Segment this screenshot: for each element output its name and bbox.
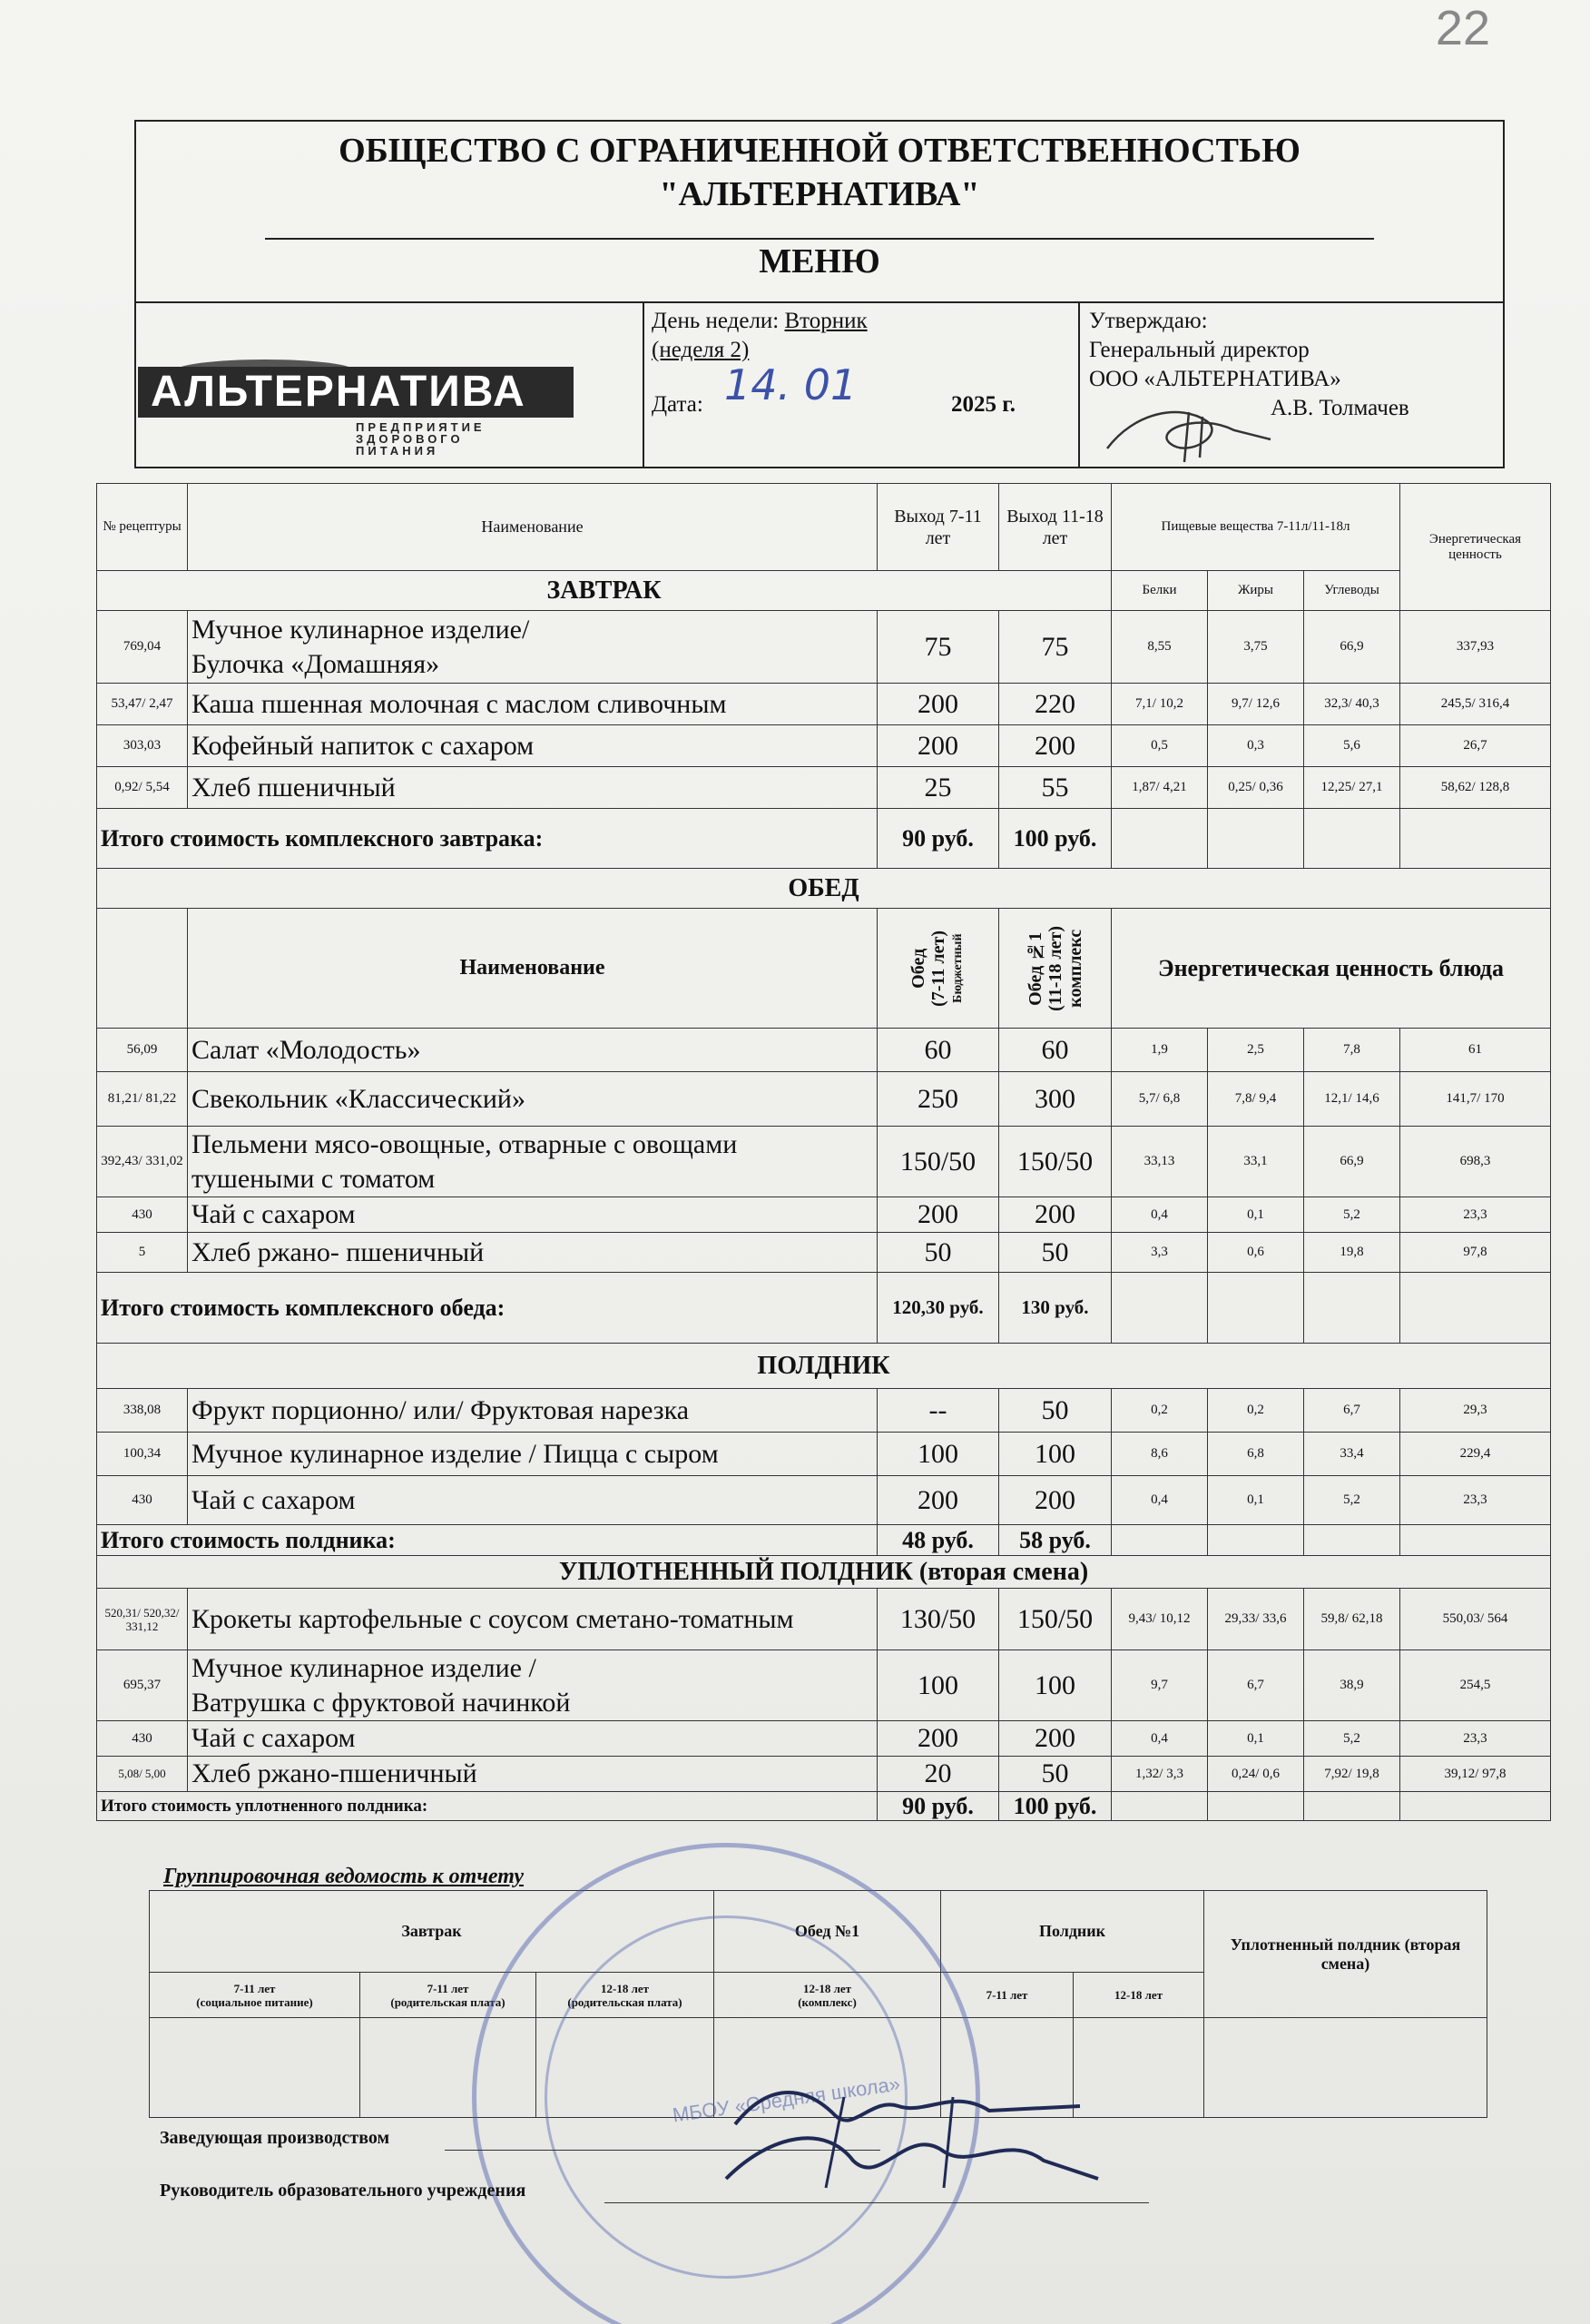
total-11-18: 130 руб. (999, 1273, 1112, 1344)
recipe-no: 769,04 (97, 611, 188, 684)
day-label: День недели: (652, 309, 780, 333)
dish-name: Свекольник «Классический» (188, 1072, 878, 1127)
lunch-col-a-head (878, 909, 999, 1029)
table-row (97, 1233, 1551, 1273)
table-row (97, 1433, 1551, 1476)
stamp-text: МБОУ «Средняя школа» (671, 2072, 902, 2127)
energy: 698,3 (1400, 1127, 1551, 1197)
energy: 229,4 (1400, 1433, 1551, 1476)
day-value: Вторник (784, 309, 868, 333)
proteins: 0,2 (1112, 1389, 1208, 1433)
fats: 0,2 (1208, 1389, 1304, 1433)
fats: 0,6 (1208, 1233, 1304, 1273)
grouping-l1-1: 12-18 лет (802, 1981, 852, 1995)
energy: 61 (1400, 1029, 1551, 1072)
lunch-total-row (97, 1273, 1551, 1344)
total-7-11: 90 руб. (878, 1792, 999, 1821)
energy: 245,5/ 316,4 (1400, 684, 1551, 725)
breakfast-section-row (97, 571, 1551, 611)
approve-line-3: ООО «АЛЬТЕРНАТИВА» (1089, 367, 1341, 391)
carbs: 7,92/ 19,8 (1304, 1757, 1400, 1792)
breakfast-total-row (97, 809, 1551, 869)
recipe-no: 430 (97, 1197, 188, 1233)
lunch-col-b-3: комплекс (1065, 929, 1085, 1008)
out-7-11: 250 (878, 1072, 999, 1127)
grouping-breakfast-head: Завтрак (150, 1891, 714, 1973)
header-bottom-row (136, 301, 1503, 467)
logo-sub-1: ПРЕДПРИЯТИЕ (356, 420, 486, 434)
out-11-18: 200 (999, 1197, 1112, 1233)
fats: 0,1 (1208, 1476, 1304, 1525)
proteins: 0,4 (1112, 1197, 1208, 1233)
fats: 0,24/ 0,6 (1208, 1757, 1304, 1792)
grouping-b1-2: (социальное питание) (196, 1994, 313, 2009)
dish-name: Мучное кулинарное изделие / Пицца с сыром (188, 1433, 878, 1476)
recipe-no: 5,08/ 5,00 (97, 1757, 188, 1792)
total-11-18: 100 руб. (999, 1792, 1112, 1821)
dish-name: Каша пшенная молочная с маслом сливочным (188, 684, 878, 725)
nutrients-head: Пищевые вещества 7-11л/11-18л (1112, 484, 1400, 571)
carbs: 5,6 (1304, 725, 1400, 767)
energy: 550,03/ 564 (1400, 1589, 1551, 1650)
out-7-11: 130/50 (878, 1589, 999, 1650)
carbs: 59,8/ 62,18 (1304, 1589, 1400, 1650)
table-row (97, 684, 1551, 725)
lunch-header-row (97, 909, 1551, 1029)
dish-name: Чай с сахаром (188, 1721, 878, 1757)
carbs: 33,4 (1304, 1433, 1400, 1476)
date-label: Дата: (652, 392, 703, 417)
energy: 141,7/ 170 (1400, 1072, 1551, 1127)
dense-snack-total-row (97, 1792, 1551, 1821)
dish-name (188, 611, 878, 684)
fats: 7,8/ 9,4 (1208, 1072, 1304, 1127)
grouping-snack-head: Полдник (941, 1891, 1204, 1973)
head-school-label: Руководитель образовательного учреждения (160, 2181, 526, 2201)
dish-name (188, 1127, 878, 1197)
carbs: 38,9 (1304, 1650, 1400, 1721)
logo-sub-3: ПИТАНИЯ (356, 444, 439, 458)
energy: 337,93 (1400, 611, 1551, 684)
date-handwritten: 14. 01 (724, 360, 858, 409)
dish-name: Кофейный напиток с сахаром (188, 725, 878, 767)
energy: 26,7 (1400, 725, 1551, 767)
table-row (97, 1072, 1551, 1127)
out-11-18: 200 (999, 1476, 1112, 1525)
carbs: 12,1/ 14,6 (1304, 1072, 1400, 1127)
company-line-1: ОБЩЕСТВО С ОГРАНИЧЕННОЙ ОТВЕТСТВЕННОСТЬЮ (339, 132, 1300, 170)
out-7-11: -- (878, 1389, 999, 1433)
proteins: 0,5 (1112, 725, 1208, 767)
out-7-11: 200 (878, 725, 999, 767)
fats: 9,7/ 12,6 (1208, 684, 1304, 725)
carbs-head: Углеводы (1304, 571, 1400, 611)
total-7-11: 48 руб. (878, 1525, 999, 1556)
grouping-b1 (150, 1973, 360, 2018)
carbs: 5,2 (1304, 1476, 1400, 1525)
energy: 58,62/ 128,8 (1400, 767, 1551, 809)
out-7-11: 100 (878, 1650, 999, 1721)
table-header-row (97, 484, 1551, 571)
fats: 29,33/ 33,6 (1208, 1589, 1304, 1650)
recipe-no: 56,09 (97, 1029, 188, 1072)
proteins: 8,55 (1112, 611, 1208, 684)
out-11-18: 300 (999, 1072, 1112, 1127)
grouping-b2-2: (родительская плата) (390, 1994, 505, 2009)
carbs: 5,2 (1304, 1721, 1400, 1757)
grouping-l1-2: (комплекс) (798, 1994, 857, 2009)
out-7-11: 150/50 (878, 1127, 999, 1197)
proteins: 7,1/ 10,2 (1112, 684, 1208, 725)
out-7-11: 75 (878, 611, 999, 684)
company-line-2: "АЛЬТЕРНАТИВА" (659, 175, 980, 213)
recipe-no: 0,92/ 5,54 (97, 767, 188, 809)
company-logo (138, 358, 583, 458)
table-row (97, 767, 1551, 809)
lunch-col-a-3: Бюджетный (950, 933, 965, 1003)
out-7-11: 200 (878, 1721, 999, 1757)
dish-name-line: Пельмени мясо-овощные, отварные с овощами (191, 1128, 738, 1159)
recipe-no: 392,43/ 331,02 (97, 1127, 188, 1197)
snack-section-row (97, 1344, 1551, 1389)
fats: 2,5 (1208, 1029, 1304, 1072)
lunch-col-a-2: (7-11 лет) (928, 930, 948, 1007)
energy: 23,3 (1400, 1197, 1551, 1233)
table-row (97, 1589, 1551, 1650)
signature-icon (717, 2070, 1116, 2197)
out-11-18: 200 (999, 725, 1112, 767)
lunch-col-b-2: (11-18 лет) (1045, 925, 1065, 1011)
head-production-label: Заведующая производством (160, 2128, 390, 2148)
out-11-18: 55 (999, 767, 1112, 809)
recipe-no: 81,21/ 81,22 (97, 1072, 188, 1127)
menu-title: МЕНЮ (759, 242, 880, 281)
carbs: 19,8 (1304, 1233, 1400, 1273)
recipe-no: 53,47/ 2,47 (97, 684, 188, 725)
proteins: 0,4 (1112, 1476, 1208, 1525)
table-row (97, 1127, 1551, 1197)
director-signature-icon (1098, 394, 1280, 467)
total-11-18: 100 руб. (999, 809, 1112, 869)
carbs: 6,7 (1304, 1389, 1400, 1433)
dish-name-line: Мучное кулинарное изделие/ (191, 614, 530, 645)
energy: 97,8 (1400, 1233, 1551, 1273)
dish-name-line: Мучное кулинарное изделие / (191, 1652, 536, 1683)
lunch-energy-head: Энергетическая ценность блюда (1112, 909, 1551, 1029)
lunch-name-head: Наименование (188, 909, 878, 1029)
proteins: 1,32/ 3,3 (1112, 1757, 1208, 1792)
total-label: Итого стоимость комплексного завтрака: (97, 809, 878, 869)
year-label: 2025 г. (951, 392, 1016, 417)
out-11-18-head: Выход 11-18 лет (999, 484, 1112, 571)
out-7-11: 50 (878, 1233, 999, 1273)
recipe-no: 5 (97, 1233, 188, 1273)
carbs: 66,9 (1304, 611, 1400, 684)
approve-name: А.В. Толмачев (1271, 396, 1409, 420)
dish-name: Фрукт порционно/ или/ Фруктовая нарезка (188, 1389, 878, 1433)
proteins: 3,3 (1112, 1233, 1208, 1273)
lunch-title: ОБЕД (97, 869, 1551, 909)
table-row (97, 1721, 1551, 1757)
grouping-s2: 12-18 лет (1074, 1973, 1204, 2018)
table-row (97, 1197, 1551, 1233)
approval-cell (1080, 303, 1503, 467)
recipe-no: 695,37 (97, 1650, 188, 1721)
grouping-s1: 7-11 лет (941, 1973, 1074, 2018)
total-11-18: 58 руб. (999, 1525, 1112, 1556)
total-7-11: 90 руб. (878, 809, 999, 869)
out-11-18: 100 (999, 1650, 1112, 1721)
proteins: 1,9 (1112, 1029, 1208, 1072)
dense-snack-title: УПЛОТНЕННЫЙ ПОЛДНИК (вторая смена) (97, 1556, 1551, 1589)
grouping-lunch-head: Обед №1 (714, 1891, 941, 1973)
header-divider (265, 238, 1374, 240)
dish-name: Хлеб ржано-пшеничный (188, 1757, 878, 1792)
total-label: Итого стоимость полдника: (97, 1525, 878, 1556)
grouping-b1-1: 7-11 лет (233, 1981, 276, 1995)
approve-line-1: Утверждаю: (1089, 309, 1208, 333)
table-row (97, 725, 1551, 767)
grouping-b3-1: 12-18 лет (600, 1981, 650, 1995)
dish-name-line: Ватрушка с фруктовой начинкой (191, 1687, 571, 1718)
breakfast-title: ЗАВТРАК (97, 571, 1112, 611)
fats: 0,3 (1208, 725, 1304, 767)
fats: 3,75 (1208, 611, 1304, 684)
dish-name: Крокеты картофельные с соусом сметано-томатным (188, 1589, 878, 1650)
approve-line-2: Генеральный директор (1089, 338, 1310, 362)
out-11-18: 50 (999, 1389, 1112, 1433)
fats-head: Жиры (1208, 571, 1304, 611)
recipe-no: 303,03 (97, 725, 188, 767)
company-name (136, 129, 1503, 216)
recipe-no: 430 (97, 1721, 188, 1757)
total-7-11: 120,30 руб. (878, 1273, 999, 1344)
table-row (97, 1757, 1551, 1792)
recipe-no: 100,34 (97, 1433, 188, 1476)
energy: 23,3 (1400, 1476, 1551, 1525)
energy: 23,3 (1400, 1721, 1551, 1757)
fats: 0,1 (1208, 1197, 1304, 1233)
fats: 0,1 (1208, 1721, 1304, 1757)
fats: 6,8 (1208, 1433, 1304, 1476)
dish-name: Салат «Молодость» (188, 1029, 878, 1072)
table-row (97, 1650, 1551, 1721)
carbs: 5,2 (1304, 1197, 1400, 1233)
recipe-no-head: № рецептуры (97, 484, 188, 571)
out-11-18: 150/50 (999, 1127, 1112, 1197)
total-label: Итого стоимость уплотненного полдника: (97, 1792, 878, 1821)
proteins: 5,7/ 6,8 (1112, 1072, 1208, 1127)
logo-subtitle (356, 421, 486, 457)
out-7-11: 200 (878, 684, 999, 725)
fats: 0,25/ 0,36 (1208, 767, 1304, 809)
dish-name-line: Булочка «Домашняя» (191, 648, 440, 679)
out-7-11: 25 (878, 767, 999, 809)
dish-name (188, 1650, 878, 1721)
menu-table (96, 483, 1551, 1821)
dish-name-line: тушеными с томатом (191, 1163, 436, 1194)
proteins: 0,4 (1112, 1721, 1208, 1757)
proteins: 9,7 (1112, 1650, 1208, 1721)
total-label: Итого стоимость комплексного обеда: (97, 1273, 878, 1344)
proteins: 33,13 (1112, 1127, 1208, 1197)
energy: 39,12/ 97,8 (1400, 1757, 1551, 1792)
proteins: 9,43/ 10,12 (1112, 1589, 1208, 1650)
dish-name: Чай с сахаром (188, 1476, 878, 1525)
out-7-11: 200 (878, 1197, 999, 1233)
out-11-18: 150/50 (999, 1589, 1112, 1650)
table-row (97, 1476, 1551, 1525)
carbs: 12,25/ 27,1 (1304, 767, 1400, 809)
energy: 254,5 (1400, 1650, 1551, 1721)
lunch-col-a-1: Обед (908, 948, 928, 989)
grouping-b2-1: 7-11 лет (427, 1981, 469, 1995)
date-cell (644, 303, 1080, 467)
fats: 6,7 (1208, 1650, 1304, 1721)
out-7-11: 200 (878, 1476, 999, 1525)
lunch-col-b-head (999, 909, 1112, 1029)
dense-snack-section-row (97, 1556, 1551, 1589)
logo-word: АЛЬТЕРНАТИВА (138, 367, 574, 418)
grouping-dense-head: Уплотненный полдник (вторая смена) (1204, 1891, 1487, 2018)
out-7-11-head: Выход 7-11 лет (878, 484, 999, 571)
grouping-title: Группировочная ведомость к отчету (163, 1865, 524, 1888)
week-label: (неделя 2) (652, 338, 750, 362)
carbs: 32,3/ 40,3 (1304, 684, 1400, 725)
table-row (97, 1029, 1551, 1072)
energy: 29,3 (1400, 1389, 1551, 1433)
lunch-col-b-1: Обед №1 (1025, 931, 1045, 1006)
recipe-no: 520,31/ 520,32/ 331,12 (97, 1589, 188, 1650)
out-7-11: 100 (878, 1433, 999, 1476)
carbs: 7,8 (1304, 1029, 1400, 1072)
out-11-18: 50 (999, 1757, 1112, 1792)
out-11-18: 100 (999, 1433, 1112, 1476)
snack-title: ПОЛДНИК (97, 1344, 1551, 1389)
dish-name: Чай с сахаром (188, 1197, 878, 1233)
page-number: 22 (1435, 1, 1490, 55)
lunch-col-b-text (1026, 926, 1085, 1011)
recipe-no: 430 (97, 1476, 188, 1525)
head-school-line (604, 2202, 1149, 2203)
logo-sub-2: ЗДОРОВОГО (356, 432, 464, 446)
fats: 33,1 (1208, 1127, 1304, 1197)
name-head: Наименование (188, 484, 878, 571)
out-11-18: 220 (999, 684, 1112, 725)
proteins: 1,87/ 4,21 (1112, 767, 1208, 809)
logo-cell (136, 303, 644, 467)
carbs: 66,9 (1304, 1127, 1400, 1197)
table-row (97, 1389, 1551, 1433)
out-11-18: 75 (999, 611, 1112, 684)
dish-name: Хлеб ржано- пшеничный (188, 1233, 878, 1273)
out-11-18: 50 (999, 1233, 1112, 1273)
out-11-18: 60 (999, 1029, 1112, 1072)
out-11-18: 200 (999, 1721, 1112, 1757)
grouping-b3-2: (родительская плата) (567, 1994, 682, 2009)
lunch-col-a-text (908, 931, 968, 1007)
out-7-11: 20 (878, 1757, 999, 1792)
table-row (97, 611, 1551, 684)
header-box (134, 120, 1505, 468)
proteins-head: Белки (1112, 571, 1208, 611)
proteins: 8,6 (1112, 1433, 1208, 1476)
recipe-no: 338,08 (97, 1389, 188, 1433)
lunch-section-row (97, 869, 1551, 909)
dish-name: Хлеб пшеничный (188, 767, 878, 809)
energy-head: Энергетическая ценность (1400, 484, 1551, 611)
snack-total-row (97, 1525, 1551, 1556)
out-7-11: 60 (878, 1029, 999, 1072)
